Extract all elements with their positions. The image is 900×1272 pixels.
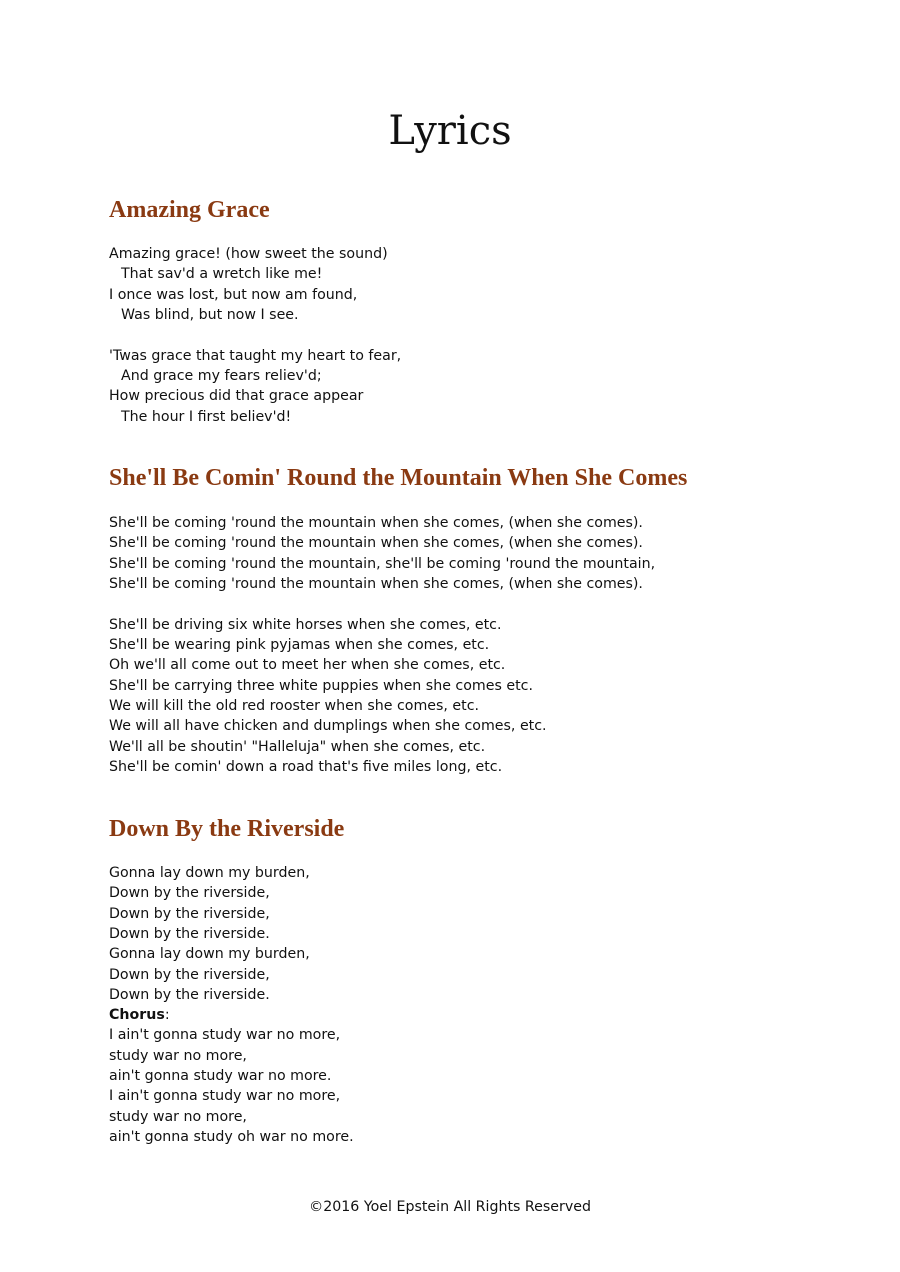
- lyric-line: She'll be wearing pink pyjamas when she comes, etc.: [109, 637, 490, 653]
- lyric-line: Gonna lay down my burden,: [109, 865, 310, 881]
- lyric-line: She'll be coming 'round the mountain, she'll be coming 'round the mountain,: [109, 556, 656, 572]
- lyric-line: She'll be coming 'round the mountain when she comes, (when she comes).: [109, 515, 643, 531]
- song-title-amazing-grace: Amazing Grace: [109, 197, 270, 223]
- lyric-line: I once was lost, but now am found,: [109, 287, 358, 303]
- lyric-line: She'll be comin' down a road that's five miles long, etc.: [109, 759, 503, 775]
- lyric-line: She'll be coming 'round the mountain when she comes, (when she comes).: [109, 535, 643, 551]
- song-title-down-by-the-riverside: Down By the Riverside: [109, 816, 345, 842]
- lyric-line: That sav'd a wretch like me!: [121, 266, 323, 282]
- chorus-heading: [109, 1005, 170, 1025]
- song-title-round-the-mountain: She'll Be Comin' Round the Mountain When She Comes: [109, 465, 688, 491]
- lyric-line: We will kill the old red rooster when she comes, etc.: [109, 698, 480, 714]
- lyric-line: Was blind, but now I see.: [121, 307, 299, 323]
- lyric-line: I ain't gonna study war no more,: [109, 1088, 341, 1104]
- lyric-line: She'll be carrying three white puppies when she comes etc.: [109, 678, 533, 694]
- lyric-line: Down by the riverside,: [109, 906, 270, 922]
- lyric-line: ain't gonna study oh war no more.: [109, 1129, 354, 1145]
- copyright-footer: ©2016 Yoel Epstein All Rights Reserved: [309, 1199, 591, 1215]
- page-title: Lyrics: [388, 108, 512, 154]
- lyric-line: study war no more,: [109, 1048, 247, 1064]
- lyric-line: Oh we'll all come out to meet her when she comes, etc.: [109, 657, 506, 673]
- lyric-line: The hour I first believ'd!: [121, 409, 292, 425]
- lyric-line: She'll be coming 'round the mountain when she comes, (when she comes).: [109, 576, 643, 592]
- lyric-line: How precious did that grace appear: [109, 388, 364, 404]
- lyric-line: We'll all be shoutin' "Halleluja" when she comes, etc.: [109, 739, 486, 755]
- lyric-line: Gonna lay down my burden,: [109, 946, 310, 962]
- lyric-line: ain't gonna study war no more.: [109, 1068, 332, 1084]
- chorus-colon: :: [164, 1007, 170, 1023]
- lyric-line: Down by the riverside,: [109, 967, 270, 983]
- lyric-line: I ain't gonna study war no more,: [109, 1027, 341, 1043]
- lyric-line: 'Twas grace that taught my heart to fear,: [109, 348, 402, 364]
- lyric-line: study war no more,: [109, 1109, 247, 1125]
- lyric-line: Down by the riverside.: [109, 987, 270, 1003]
- lyric-line: And grace my fears reliev'd;: [121, 368, 322, 384]
- lyric-line: We will all have chicken and dumplings when she comes, etc.: [109, 718, 547, 734]
- lyric-line: She'll be driving six white horses when she comes, etc.: [109, 617, 502, 633]
- lyric-line: Down by the riverside.: [109, 926, 270, 942]
- lyric-line: Amazing grace! (how sweet the sound): [109, 246, 388, 262]
- chorus-label: Chorus: [109, 1007, 165, 1023]
- lyric-line: Down by the riverside,: [109, 885, 270, 901]
